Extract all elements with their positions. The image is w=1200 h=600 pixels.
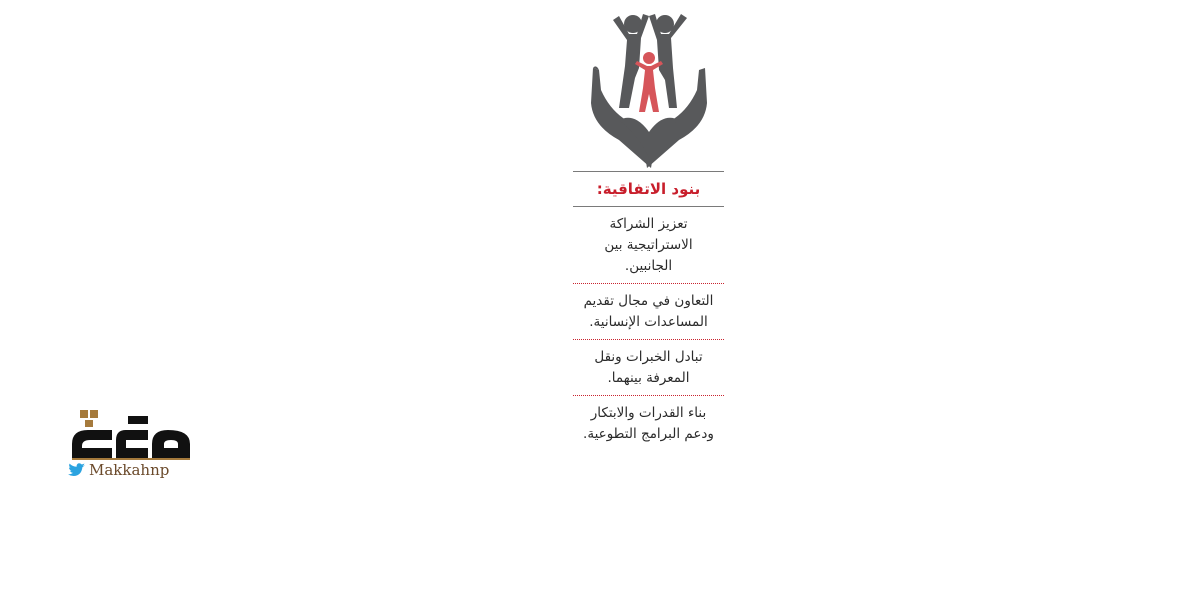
agreement-panel [573, 8, 724, 451]
twitter-handle [68, 461, 169, 479]
agreement-title: بنود الاتفاقية: [596, 180, 701, 198]
agreement-item: التعاون في مجال تقديم المساعدات الإنسانية. [573, 284, 724, 340]
family-hands-emblem-icon [579, 8, 719, 168]
makkah-wordmark-icon [68, 404, 198, 460]
twitter-bird-icon [68, 463, 86, 477]
agreement-items-list [573, 207, 724, 451]
agreement-item: تبادل الخبرات ونقل المعرفة بينهما. [573, 340, 724, 396]
agreement-item: تعزيز الشراكة الاستراتيجية بين الجانبين. [573, 207, 724, 284]
makkah-logo [68, 404, 198, 488]
agreement-title-bar [573, 171, 724, 207]
twitter-handle-text: Makkahnp [89, 461, 170, 479]
agreement-item: بناء القدرات والابتكار ودعم البرامج التطوعية. [583, 405, 714, 442]
